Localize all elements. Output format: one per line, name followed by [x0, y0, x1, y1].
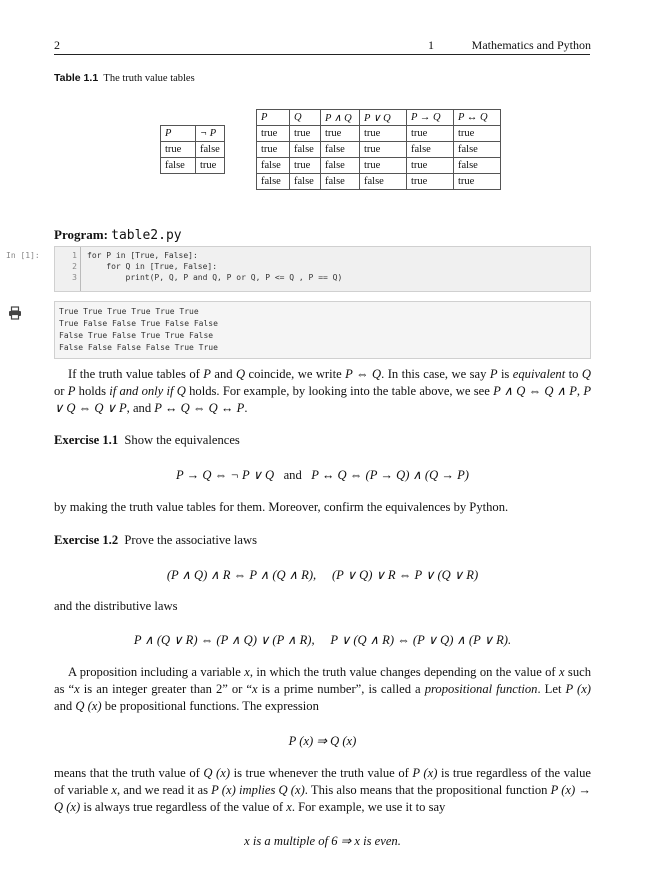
header-rule [54, 54, 590, 55]
paragraph-implies: means that the truth value of Q (x) is true whenever the truth value of P (x) is true regardless of the value of variable x, and we read it as P (x) implies Q (x). This also means that the propositional function P (x) → Q (x) is always true regardless of the value of x. For example, we use it to say [54, 766, 591, 814]
in-prompt: In [1]: [6, 251, 40, 260]
table-cell: false [196, 142, 225, 158]
table-cell: false [321, 174, 360, 190]
code-cell[interactable] [54, 246, 591, 292]
output-line: False False False False True True [59, 343, 218, 352]
page-number: 2 [54, 38, 60, 52]
table-row [257, 142, 501, 158]
table-cell: false [161, 158, 196, 174]
paragraph-equivalence: If the truth value tables of P and Q coincide, we write P ⇔ Q. In this case, we say P is equivalent to Q or P holds if and only if Q holds. For example, by looking into the table above, we see P ∧ Q ⇔ Q ∧ P, P ∨ Q ⇔ Q ∨ P, and P ↔ Q ⇔ Q ↔ P. [54, 367, 592, 415]
table-cell: false [454, 142, 501, 158]
table-cell: false [290, 142, 321, 158]
table-cell: false [360, 174, 407, 190]
program-heading [54, 227, 182, 243]
table-row [257, 174, 501, 190]
code-line: for P in [True, False]: [87, 251, 198, 260]
table-cell: true [257, 126, 290, 142]
code-line: print(P, Q, P and Q, P or Q, P <= Q , P == Q) [87, 273, 343, 282]
table-cell: true [290, 158, 321, 174]
output-text [59, 306, 218, 354]
table-cell: true [360, 126, 407, 142]
table-cell: true [454, 126, 501, 142]
table-header: P → Q [407, 110, 454, 126]
paragraph-propositional-function: A proposition including a variable x, in which the truth value changes depending on the value of x such as “x is an integer greater than 2” or “x is a prime number”, is called a propositional function. Let P (x) and Q (x) be propositional functions. The expression [54, 665, 591, 713]
equation-distributive: P ∧ (Q ∨ R) ⇔ (P ∧ Q) ∨ (P ∧ R), P ∨ (Q ∧ R) ⇔ (P ∨ Q) ∧ (P ∨ R). [133, 633, 512, 647]
table-cell: true [407, 174, 454, 190]
equation-associative: (P ∧ Q) ∧ R ⇔ P ∧ (Q ∧ R), (P ∨ Q) ∨ R ⇔ P ∨ (Q ∨ R) [166, 568, 479, 582]
code-line: for Q in [True, False]: [87, 262, 218, 271]
table-cell: false [257, 174, 290, 190]
table-cell: true [407, 126, 454, 142]
table-cell: true [454, 174, 501, 190]
exercise-label: Exercise 1.1 [54, 433, 119, 447]
exercise-1-2 [54, 533, 257, 548]
equation-implies: P (x) ⇒ Q (x) [288, 734, 357, 748]
distributive-intro: and the distributive laws [54, 599, 178, 613]
table-cell: true [257, 142, 290, 158]
table-cell: false [290, 174, 321, 190]
exercise-text: Prove the associative laws [124, 533, 257, 547]
output-cell [54, 301, 591, 359]
table-header: Q [290, 110, 321, 126]
output-line: True True True True True True [59, 307, 199, 316]
table-caption-text: The truth value tables [103, 73, 195, 84]
program-filename: table2.py [111, 228, 182, 243]
output-line: True False False True False False [59, 319, 218, 328]
table-cell: true [196, 158, 225, 174]
table-cell: true [161, 142, 196, 158]
equation-ex1: P → Q ⇔ ¬ P ∨ Q and P ↔ Q ⇔ (P → Q) ∧ (Q → P) [176, 468, 469, 482]
chapter-title: Mathematics and Python [471, 38, 591, 52]
table-cell: false [257, 158, 290, 174]
table-header: P [257, 110, 290, 126]
exercise-label: Exercise 1.2 [54, 533, 119, 547]
table-cell: true [360, 142, 407, 158]
table-header: P ∨ Q [360, 110, 407, 126]
negation-table [160, 125, 225, 174]
table-row [161, 158, 225, 174]
line-number: 2 [72, 262, 77, 271]
printer-icon [8, 306, 22, 325]
table-cell: false [407, 142, 454, 158]
table-cell: false [321, 142, 360, 158]
table-header: ¬ P [196, 126, 225, 142]
line-numbers [55, 247, 81, 291]
table-cell: true [407, 158, 454, 174]
exercise-1-1 [54, 433, 240, 448]
table-row [161, 142, 225, 158]
table-cell: true [360, 158, 407, 174]
code-text [87, 250, 342, 283]
chapter-number: 1 [428, 38, 434, 52]
table-row [257, 158, 501, 174]
table-caption [54, 72, 195, 84]
binary-table [256, 109, 501, 190]
output-line: False True False True True False [59, 331, 214, 340]
line-number: 3 [72, 273, 77, 282]
table-cell: true [321, 126, 360, 142]
table-cell: true [290, 126, 321, 142]
exercise-1-1-followup: by making the truth value tables for them. Moreover, confirm the equivalences by Python. [54, 500, 509, 514]
table-row [257, 126, 501, 142]
table-header: P [161, 126, 196, 142]
line-number: 1 [72, 251, 77, 260]
table-cell: false [454, 158, 501, 174]
exercise-text: Show the equivalences [124, 433, 240, 447]
equation-multiple-of-6: x is a multiple of 6 ⇒ x is even. [244, 834, 401, 848]
table-header: P ∧ Q [321, 110, 360, 126]
table-cell: false [321, 158, 360, 174]
table-caption-label: Table 1.1 [54, 72, 99, 84]
program-label: Program: [54, 227, 108, 242]
table-header: P ↔ Q [454, 110, 501, 126]
